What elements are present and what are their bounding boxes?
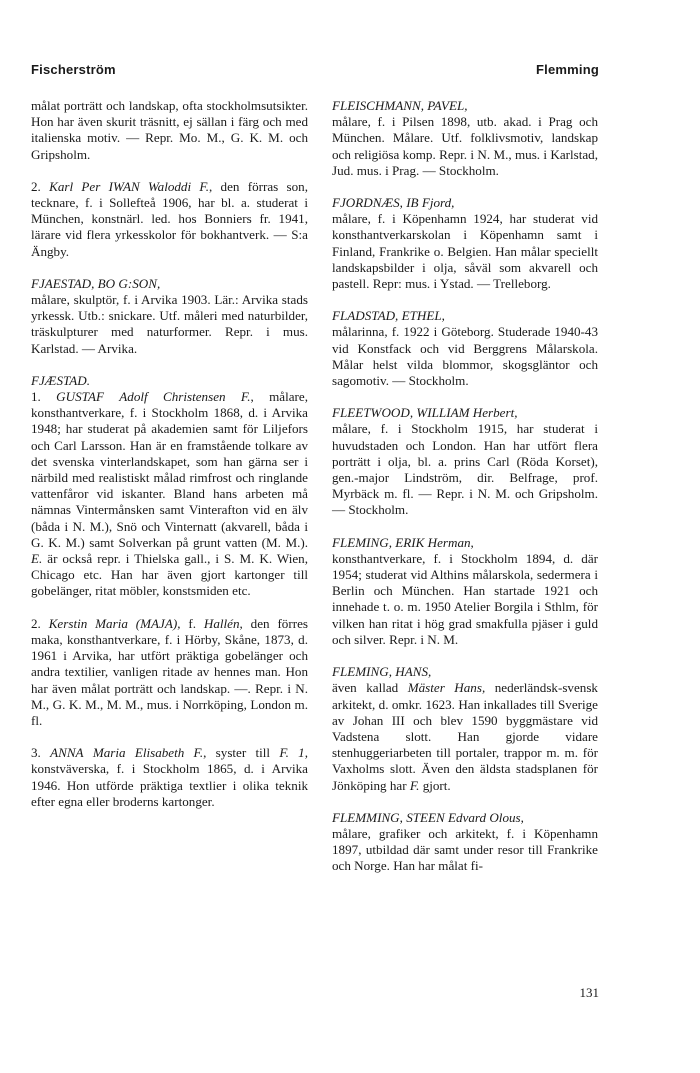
entry-text: , den förras son, tecknare, f. i Sollefteå 1906, har bl. a. studerat i München, konstnärl. led. hos Bonniers fr. 1941, lärare vid flera yrkesskolor för bokhantverk. — S:a Ängby. [31, 178, 308, 259]
entry-fjaestad-bo [31, 276, 308, 357]
entry-fleming-erik [332, 535, 598, 648]
entry-text: målare, grafiker och arkitekt, f. i Köpenhamn 1897, utbildad där samt under resor till Frankrike och Norge. Han har målat fi- [332, 825, 598, 874]
entry-number: 2. [31, 178, 50, 194]
entry-fjordnaes [332, 195, 598, 292]
entry-flemming-steen [332, 810, 598, 875]
name-abbrev: E. [31, 551, 43, 567]
entry-text: målare, f. i Pilsen 1898, utb. akad. i Prag och München. Målare. Utf. folklivsmotiv, landskap och religiösa komp. Repr. i N. M., mus. i Karlstad, Jud. mus. i Prag. — Stockholm. [332, 114, 598, 178]
entry-connector: , syster till [203, 745, 280, 761]
name-abbrev: F. [409, 777, 420, 793]
entry-name: Adolf Christensen F. [119, 389, 251, 405]
entry-text-end: gjort. [419, 777, 451, 793]
entry-text-continued: är också repr. i Thielska gall., i S. M. K. Wien, Chicago etc. Han har även gjort kartonger till gobelänger, ritat möbler, konstsmiden etc. [31, 551, 308, 599]
entry-text: målat porträtt och landskap, ofta stockholmsutsikter. Hon har även skurit träsnitt, ej sällan i färg och med italienska motiv. — Repr. Mo. M., G. K. M. och Gripsholm. [31, 98, 308, 162]
entry-first-name: ANNA [50, 745, 84, 761]
running-head-left: Fischerström [31, 62, 116, 77]
entry-text: , målare, konsthantverkare, f. i Stockholm 1868, d. i Arvika 1948; har studerat på akademien samt för Liljefors och Carl Larsson. Han är en framstående tolkare av det svenska vinterlandskapet, som han gärna ser i närbild med realistiskt målad rimfrost och ringlande vattenfåror vid iskanter. Bland hans arbeten må nämnas Vintermånsken samt Vinterafton vid en älv (båda i N. M.), Snö och Vinternatt (akvarell, båda i G. K. M.) samt Solverkan på grunt vatten (M. M.). [31, 389, 308, 550]
entry-fischerstrom-continued [31, 98, 308, 163]
entry-fladstad [332, 308, 598, 389]
running-head-right: Flemming [536, 62, 599, 77]
entry-name: Kerstin Maria (MAJA), [48, 615, 181, 631]
maiden-name: Hallén, [203, 615, 243, 631]
entry-heading: FJAESTAD, BO G:SON, [31, 275, 161, 291]
entry-first-name: GUSTAF [56, 389, 104, 405]
entry-text: målare, f. i Stockholm 1915, har studerat i huvudstaden och London. Han har utfört flera porträtt i olja, bl. a. prins Carl (Röda Korset), gen.-major Lindström, dir. Belfrage, prof. Myrbäck m. fl. — Repr. i N. M. och Gripsholm. — Stockholm. [332, 421, 598, 518]
entry-text: målarinna, f. 1922 i Göteborg. Studerade 1940-43 vid Konstfack och vid Berggrens Målarskola. Målar helst vilda blommor, skogsgläntor och sagomotiv. — Stockholm. [332, 324, 598, 389]
right-column [332, 98, 598, 891]
entry-name: Maria Elisabeth F. [92, 745, 204, 761]
entry-text: nederländsk-svensk arkitekt, d. omkr. 1623. Han inkallades till Sverige av Johan III och blev 1590 byggmästare vid Vadstena slott. Han gjorde vidare stenhuggeriarbeten till portaler, trappor m. m. för Vaxholms slott. Även den äldsta stadsplanen för Jönköping har [332, 680, 598, 793]
entry-fleetwood [332, 405, 598, 518]
entry-prefix: även kallad [332, 680, 408, 696]
entry-heading: FLEISCHMANN, PAVEL, [332, 98, 468, 113]
page-number: 131 [579, 985, 599, 1000]
entry-number: 3. [31, 745, 51, 761]
entry-text: den förres maka, konsthantverkare, f. i Hörby, Skåne, 1873, d. 1961 i Arvika, har utfört präktiga gobelänger och andra textilier, vanligen ritade av hennes man. Hon har även målat porträtt och landskap. —. Repr. i N. M., G. K. M., M. M., mus. i Norrköping, London m. fl. [31, 615, 308, 728]
entry-number: 2. [31, 615, 49, 631]
entry-heading: FLEETWOOD, WILLIAM Herbert, [332, 405, 518, 421]
entry-heading: FJORDNÆS, IB Fjord, [332, 195, 455, 211]
family-heading: FJÆSTAD. [31, 372, 91, 388]
entry-fleming-hans [332, 664, 598, 794]
entry-number: 1. [31, 389, 57, 405]
entry-name: Karl Per IWAN Waloddi F. [49, 178, 209, 194]
entry-text: målare, f. i Köpenhamn 1924, har studerat vid konsthantverkarskolan i Köpenhamn samt i Finland, Frankrike o. Belgien. Han målar speciellt landskapsbilder i olja, såväl som akvarell och pastell. Repr: mus. i Ystad. — Trelleborg. [332, 211, 598, 292]
entry-heading: FLADSTAD, ETHEL, [332, 308, 445, 324]
entry-fjaestad-gustaf [31, 373, 308, 600]
alias-name: Mäster Hans, [407, 680, 486, 696]
cross-reference: F. 1, [279, 745, 308, 761]
entry-text: målare, skulptör, f. i Arvika 1903. Lär.: Arvika stads yrkessk. Utb.: snickare. Utf. måleri med naturbilder, träskulpturer med naturformer. Repr. i mus. Karlstad. — Arvika. [31, 292, 308, 356]
entry-heading: FLEMING, HANS, [332, 664, 432, 680]
entry-fjaestad-maja [31, 616, 308, 729]
entry-fischerstrom-iwan [31, 179, 308, 260]
entry-fjaestad-anna [31, 745, 308, 810]
entry-fleischmann [332, 98, 598, 179]
entry-heading: FLEMMING, STEEN Edvard Olous, [332, 809, 524, 825]
entry-heading: FLEMING, ERIK Herman, [332, 534, 474, 550]
left-column [31, 98, 308, 826]
entry-text: konsthantverkare, f. i Stockholm 1894, d. där 1954; studerat vid Althins målarskola, sedermera i Berlin och München. Han startade 1921 och innehade t. o. m. 1950 Atelier Borgila i Sthlm, för vilken han ritat i hög grad smakfulla pjäser i guld och silver. Repr. i N. M. [332, 550, 598, 647]
entry-text: konstväverska, f. i Stockholm 1865, d. i Arvika 1946. Hon utförde präktiga textlier i olika teknik efter egna eller broderns kartonger. [31, 761, 308, 809]
entry-connector: f. [180, 615, 204, 631]
